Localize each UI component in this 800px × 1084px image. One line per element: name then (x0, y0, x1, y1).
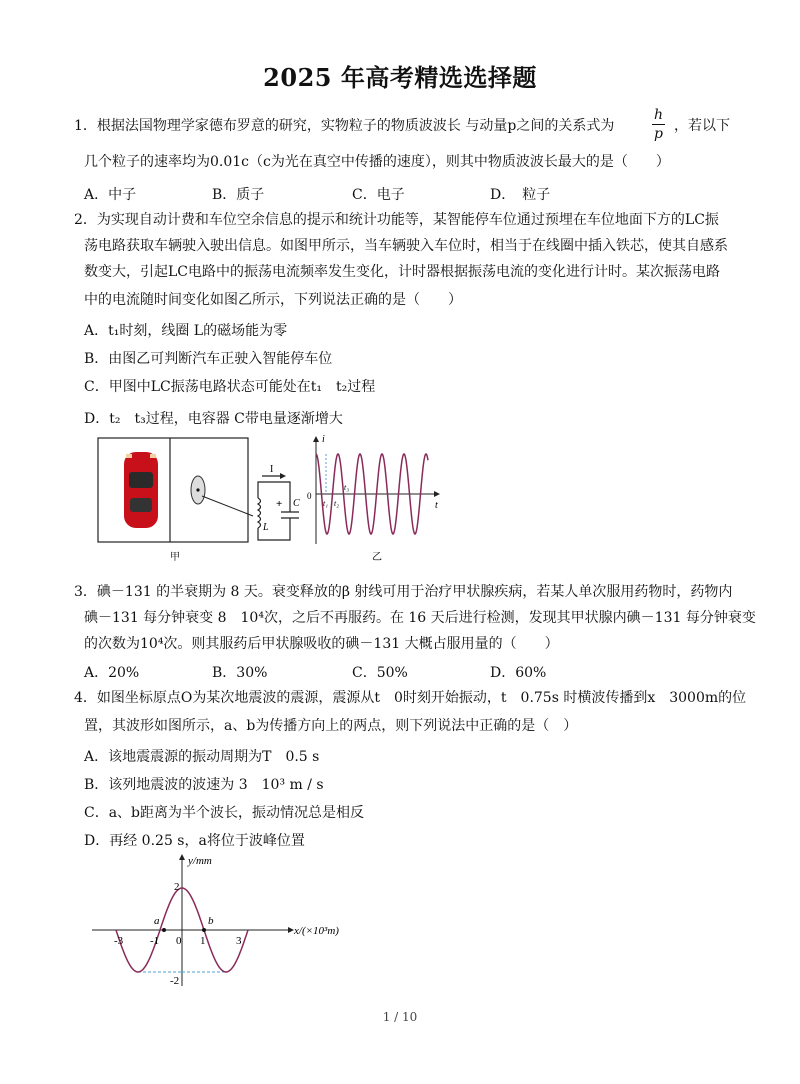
tick-x-3: 3 (236, 935, 242, 947)
current-label: I (270, 464, 274, 475)
current-arrow (280, 473, 286, 479)
q2-line4: 中的电流随时间变化如图乙所示，下列说法正确的是（ ） (84, 292, 462, 308)
point-a-label: a (154, 915, 160, 927)
figure-jia-label: 甲 (170, 552, 180, 563)
q1-option-d: D． 粒子 (490, 187, 551, 203)
q3-option-c: C．50% (352, 665, 408, 681)
q1-frac-num: h (654, 107, 664, 123)
q3-option-b: B．30% (212, 665, 268, 681)
q1-line1 (74, 116, 614, 136)
t2-label: t₂ (334, 499, 340, 508)
car-icon (124, 452, 158, 528)
q1-option-b: B．质子 (212, 187, 265, 203)
q3-line1: 3．碘－131 的半衰期为 8 天。衰变释放的β 射线可用于治疗甲状腺疾病，若某人单次服用药物时，药物内 (74, 584, 733, 600)
point-b-label: b (208, 915, 214, 927)
q1-frac-den: p (654, 126, 663, 142)
tick-y-neg2: -2 (170, 975, 180, 987)
q2-option-c: C．甲图中LC振荡电路状态可能处在t₁ t₂过程 (84, 379, 376, 395)
q4-option-b: B．该列地震波的波速为 3 10³ m / s (84, 777, 324, 793)
i-t-y-arrow (313, 436, 319, 442)
page-title: 2025 年高考精选选择题 (263, 63, 537, 92)
q2-option-b: B．由图乙可判断汽车正驶入智能停车位 (84, 351, 333, 367)
q4-option-c: C．a、b距离为半个波长，振动情况总是相反 (84, 805, 365, 821)
q3-option-d: D．60% (490, 665, 547, 681)
q2-line1: 2．为实现自动计费和车位空余信息的提示和统计功能等，某智能停车位通过预埋在车位地面下方的LC振 (74, 212, 719, 228)
point-b (202, 928, 206, 932)
q2-line2: 荡电路获取车辆驶入驶出信息。如图甲所示，当车辆驶入车位时，相当于在线圈中插入铁芯，使其自感系 (84, 238, 728, 254)
tick-x-1: 1 (200, 935, 206, 947)
q1-line1-text: 1．根据法国物理学家德布罗意的研究，实物粒子的物质波波长 与动量p之间的关系式为 (74, 118, 615, 134)
capacitor-label: C (293, 498, 300, 509)
q2-line3: 数变大，引起LC电路中的振荡电流频率发生变化，计时器根据振荡电流的变化进行计时。某次振荡电路 (84, 264, 721, 280)
coil-center (196, 488, 199, 491)
page-number: 1 / 10 (382, 1010, 418, 1024)
q4-figure (88, 850, 388, 990)
tick-x-neg1: -1 (150, 935, 160, 947)
q1-option-c: C．电子 (352, 187, 405, 203)
i-t-x-arrow (434, 491, 440, 497)
q3-line2: 碘－131 每分钟衰变 8 10⁴次，之后不再服药。在 16 天后进行检测，发现其甲状腺内碘－131 每分钟衰变 (84, 610, 756, 626)
t-axis-label: t (435, 500, 438, 511)
i-t-origin: 0 (307, 491, 312, 501)
tick-x-0: 0 (176, 935, 182, 947)
t3-label: t₃ (344, 483, 350, 492)
q2-option-d: D．t₂ t₃过程，电容器 C带电量逐渐增大 (84, 411, 343, 427)
q4-line1: 4．如图坐标原点O为某次地震波的震源，震源从t 0时刻开始振动，t 0.75s 时横波传播到x 3000m的位 (74, 690, 747, 706)
q1-line1-end: ，若以下 (674, 118, 730, 134)
q4-line2: 置，其波形如图所示，a、b为传播方向上的两点，则下列说法中正确的是（ ） (84, 718, 578, 734)
q3-line3: 的次数为10⁴次。则其服药后甲状腺吸收的碘－131 大概占服用量的（ ） (84, 636, 559, 652)
t1-label: t₁ (323, 499, 329, 508)
y-axis-label: y/mm (188, 855, 212, 867)
plus-sign: + (276, 498, 283, 510)
inductor-label: L (263, 522, 269, 533)
q4-option-a: A．该地震震源的振动周期为T 0.5 s (84, 749, 320, 765)
pointer-line (202, 496, 253, 516)
tick-x-neg3: -3 (114, 935, 124, 947)
x-axis-label: x/(×10³m) (294, 925, 339, 937)
q1-fraction (652, 106, 665, 143)
i-axis-label: i (322, 434, 325, 445)
wave-y-arrow (179, 854, 185, 860)
q3-option-a: A．20% (84, 665, 140, 681)
figure-yi-label: 乙 (372, 552, 382, 563)
q1-option-a: A．中子 (84, 187, 137, 203)
tick-y-2: 2 (174, 881, 180, 893)
q4-option-d: D．再经 0.25 s，a将位于波峰位置 (84, 833, 305, 849)
parking-frame (98, 438, 248, 542)
q2-option-a: A．t₁时刻，线圈 L的磁场能为零 (84, 323, 288, 339)
q1-line2: 几个粒子的速率均为0.01c（c为光在真空中传播的速度），则其中物质波波长最大的是（ ） (84, 154, 670, 170)
point-a (162, 928, 166, 932)
q2-figure (90, 432, 450, 572)
